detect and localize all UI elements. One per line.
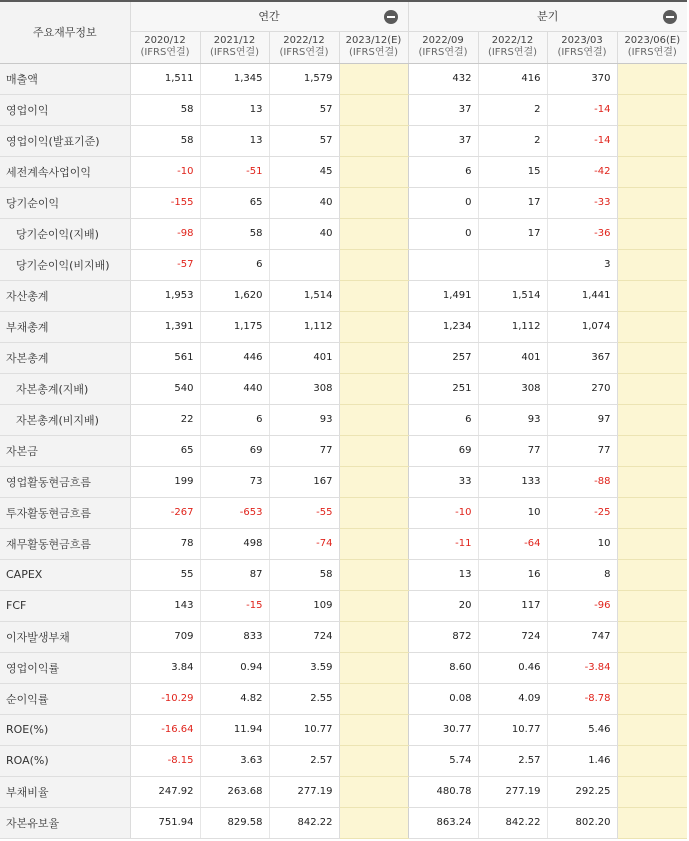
value-cell: 6 [408,404,478,435]
value-cell: 2.57 [269,745,339,776]
value-cell: 1,391 [130,311,200,342]
period-header [408,31,478,63]
value-cell: 40 [269,187,339,218]
value-cell: 65 [200,187,269,218]
value-cell: 10 [547,528,617,559]
value-cell: 30.77 [408,714,478,745]
value-cell: 8 [547,559,617,590]
table-row [0,590,687,621]
period-date: 2023/06(E) [624,35,681,46]
table-row [0,218,687,249]
annual-label: 연간 [258,10,280,24]
value-cell: 69 [408,435,478,466]
value-cell: 1,234 [408,311,478,342]
quarter-group-header [408,1,687,31]
table-row [0,404,687,435]
collapse-annual-icon[interactable] [384,10,398,24]
value-cell: 37 [408,125,478,156]
value-cell: -155 [130,187,200,218]
annual-group-header [130,1,408,31]
estimate-cell [617,435,687,466]
value-cell: 13 [200,94,269,125]
estimate-cell [617,590,687,621]
value-cell: 93 [478,404,547,435]
period-header [200,31,269,63]
value-cell: 292.25 [547,776,617,807]
value-cell: 20 [408,590,478,621]
value-cell: -10.29 [130,683,200,714]
estimate-cell [339,714,408,745]
row-label: 당기순이익(지배) [0,218,130,249]
estimate-cell [339,466,408,497]
value-cell: 446 [200,342,269,373]
estimate-cell [339,63,408,94]
period-date: 2023/12(E) [345,35,402,46]
table-row [0,528,687,559]
period-header [130,31,200,63]
table-row [0,714,687,745]
value-cell: 1.46 [547,745,617,776]
value-cell: 65 [130,435,200,466]
period-basis: (IFRS연결) [348,47,399,58]
value-cell: 73 [200,466,269,497]
period-header [339,31,408,63]
table-row [0,342,687,373]
period-basis: (IFRS연결) [209,47,260,58]
value-cell: 97 [547,404,617,435]
table-row [0,497,687,528]
value-cell: -15 [200,590,269,621]
value-cell: 0.94 [200,652,269,683]
value-cell: 11.94 [200,714,269,745]
value-cell: 1,620 [200,280,269,311]
estimate-cell [617,63,687,94]
row-label: 영업활동현금흐름 [0,466,130,497]
row-label: 자본총계 [0,342,130,373]
table-row [0,280,687,311]
value-cell: 1,953 [130,280,200,311]
value-cell: -14 [547,125,617,156]
estimate-cell [339,125,408,156]
estimate-cell [339,683,408,714]
value-cell: 2 [478,125,547,156]
value-cell: 751.94 [130,807,200,838]
value-cell: -3.84 [547,652,617,683]
table-row [0,652,687,683]
value-cell: 1,345 [200,63,269,94]
estimate-cell [339,745,408,776]
value-cell: 45 [269,156,339,187]
value-cell: 308 [269,373,339,404]
value-cell: 1,511 [130,63,200,94]
row-label: 재무활동현금흐름 [0,528,130,559]
value-cell: 251 [408,373,478,404]
value-cell: 2.57 [478,745,547,776]
value-cell: 10.77 [478,714,547,745]
table-row [0,94,687,125]
value-cell: 13 [408,559,478,590]
value-cell: 0 [408,187,478,218]
value-cell: 498 [200,528,269,559]
value-cell: 401 [269,342,339,373]
value-cell: -267 [130,497,200,528]
value-cell: 2.55 [269,683,339,714]
row-label: 영업이익 [0,94,130,125]
value-cell: 5.74 [408,745,478,776]
estimate-cell [339,342,408,373]
row-label: 영업이익(발표기준) [0,125,130,156]
value-cell: 829.58 [200,807,269,838]
value-cell: -10 [408,497,478,528]
value-cell: 199 [130,466,200,497]
estimate-cell [617,218,687,249]
estimate-cell [339,621,408,652]
period-date: 2022/12 [283,35,325,46]
value-cell: 58 [269,559,339,590]
table-row [0,125,687,156]
estimate-cell [339,652,408,683]
value-cell: 58 [200,218,269,249]
row-label: 매출액 [0,63,130,94]
value-cell: 1,514 [269,280,339,311]
value-cell [269,249,339,280]
period-header [617,31,687,63]
value-cell: -42 [547,156,617,187]
value-cell: 57 [269,94,339,125]
row-label: 이자발생부채 [0,621,130,652]
value-cell: 724 [478,621,547,652]
value-cell: -11 [408,528,478,559]
value-cell: 10 [478,497,547,528]
value-cell: 37 [408,94,478,125]
estimate-cell [339,280,408,311]
value-cell: 0.08 [408,683,478,714]
estimate-cell [617,342,687,373]
row-label: 부채총계 [0,311,130,342]
estimate-cell [617,528,687,559]
table-row [0,63,687,94]
value-cell: 863.24 [408,807,478,838]
value-cell: 277.19 [478,776,547,807]
estimate-cell [617,683,687,714]
value-cell: 1,579 [269,63,339,94]
value-cell: 3.63 [200,745,269,776]
value-cell: 1,491 [408,280,478,311]
value-cell: 833 [200,621,269,652]
value-cell: 747 [547,621,617,652]
estimate-cell [617,404,687,435]
value-cell: 416 [478,63,547,94]
value-cell: 1,112 [478,311,547,342]
estimate-cell [339,528,408,559]
value-cell: 1,441 [547,280,617,311]
value-cell: 247.92 [130,776,200,807]
row-label: 자본총계(지배) [0,373,130,404]
value-cell: 277.19 [269,776,339,807]
table-row [0,156,687,187]
value-cell: 842.22 [478,807,547,838]
value-cell: -653 [200,497,269,528]
estimate-cell [617,652,687,683]
value-cell: 109 [269,590,339,621]
estimate-cell [617,807,687,838]
estimate-cell [339,218,408,249]
value-cell: -8.78 [547,683,617,714]
row-label: FCF [0,590,130,621]
value-cell: 724 [269,621,339,652]
value-cell: 1,514 [478,280,547,311]
estimate-cell [617,776,687,807]
estimate-cell [339,807,408,838]
period-date: 2022/09 [422,35,464,46]
value-cell: -25 [547,497,617,528]
table-row [0,621,687,652]
value-cell: 0.46 [478,652,547,683]
estimate-cell [617,94,687,125]
estimate-cell [617,125,687,156]
estimate-cell [339,249,408,280]
value-cell: 4.09 [478,683,547,714]
value-cell: 77 [547,435,617,466]
estimate-cell [617,497,687,528]
value-cell: 10.77 [269,714,339,745]
estimate-cell [339,497,408,528]
table-row [0,311,687,342]
value-cell: 0 [408,218,478,249]
value-cell: 55 [130,559,200,590]
value-cell: 4.82 [200,683,269,714]
value-cell: -33 [547,187,617,218]
value-cell: 3.84 [130,652,200,683]
table-title: 주요재무정보 [0,1,130,63]
estimate-cell [617,187,687,218]
value-cell: -88 [547,466,617,497]
value-cell: 401 [478,342,547,373]
value-cell: 93 [269,404,339,435]
value-cell: 1,112 [269,311,339,342]
value-cell: 6 [200,249,269,280]
collapse-quarter-icon[interactable] [663,10,677,24]
row-label: CAPEX [0,559,130,590]
value-cell: 2 [478,94,547,125]
estimate-cell [339,435,408,466]
period-date: 2023/03 [561,35,603,46]
value-cell: 5.46 [547,714,617,745]
row-label: 자본총계(비지배) [0,404,130,435]
table-row [0,435,687,466]
value-cell: -36 [547,218,617,249]
row-label: 영업이익률 [0,652,130,683]
row-label: 당기순이익(비지배) [0,249,130,280]
estimate-cell [339,373,408,404]
value-cell: 77 [478,435,547,466]
value-cell: -64 [478,528,547,559]
value-cell: 561 [130,342,200,373]
row-label: 자본유보율 [0,807,130,838]
value-cell: -74 [269,528,339,559]
value-cell: 709 [130,621,200,652]
value-cell: 3.59 [269,652,339,683]
estimate-cell [617,745,687,776]
value-cell: -57 [130,249,200,280]
value-cell: 432 [408,63,478,94]
estimate-cell [617,373,687,404]
value-cell: 33 [408,466,478,497]
value-cell: -14 [547,94,617,125]
value-cell: 87 [200,559,269,590]
period-header [547,31,617,63]
value-cell: 842.22 [269,807,339,838]
table-row [0,373,687,404]
row-label: ROE(%) [0,714,130,745]
value-cell: -16.64 [130,714,200,745]
table-row [0,807,687,838]
period-basis: (IFRS연결) [627,47,677,58]
value-cell: 133 [478,466,547,497]
value-cell: 13 [200,125,269,156]
period-header [269,31,339,63]
estimate-cell [339,590,408,621]
value-cell: 263.68 [200,776,269,807]
estimate-cell [617,249,687,280]
value-cell: 802.20 [547,807,617,838]
value-cell: 308 [478,373,547,404]
value-cell: 440 [200,373,269,404]
period-date: 2022/12 [491,35,534,46]
value-cell: -55 [269,497,339,528]
row-label: 자산총계 [0,280,130,311]
value-cell: 40 [269,218,339,249]
value-cell: 16 [478,559,547,590]
estimate-cell [617,280,687,311]
estimate-cell [617,466,687,497]
period-date: 2020/12 [144,35,186,46]
value-cell: 270 [547,373,617,404]
value-cell: 143 [130,590,200,621]
estimate-cell [339,776,408,807]
value-cell: 78 [130,528,200,559]
value-cell: 167 [269,466,339,497]
row-label: 세전계속사업이익 [0,156,130,187]
estimate-cell [339,187,408,218]
value-cell: 540 [130,373,200,404]
table-row [0,187,687,218]
value-cell: 22 [130,404,200,435]
estimate-cell [339,311,408,342]
value-cell: -10 [130,156,200,187]
period-header [478,31,547,63]
table-row [0,559,687,590]
value-cell [478,249,547,280]
value-cell: 77 [269,435,339,466]
value-cell: 17 [478,187,547,218]
value-cell: 57 [269,125,339,156]
period-date: 2021/12 [213,35,256,46]
value-cell: 69 [200,435,269,466]
value-cell: -96 [547,590,617,621]
value-cell: 370 [547,63,617,94]
period-basis: (IFRS연결) [418,47,468,58]
estimate-cell [617,559,687,590]
table-row [0,745,687,776]
value-cell: 1,074 [547,311,617,342]
value-cell: 367 [547,342,617,373]
estimate-cell [339,404,408,435]
value-cell: 480.78 [408,776,478,807]
row-label: 부채비율 [0,776,130,807]
row-label: 자본금 [0,435,130,466]
value-cell [408,249,478,280]
row-label: 투자활동현금흐름 [0,497,130,528]
estimate-cell [617,621,687,652]
estimate-cell [339,94,408,125]
value-cell: 15 [478,156,547,187]
value-cell: 58 [130,94,200,125]
table-row [0,249,687,280]
estimate-cell [617,311,687,342]
value-cell: 3 [547,249,617,280]
period-basis: (IFRS연결) [140,47,190,58]
period-basis: (IFRS연결) [557,47,607,58]
quarter-label: 분기 [537,10,559,24]
value-cell: -98 [130,218,200,249]
value-cell: 17 [478,218,547,249]
period-basis: (IFRS연결) [487,47,538,58]
row-label: ROA(%) [0,745,130,776]
period-basis: (IFRS연결) [279,47,329,58]
value-cell: 872 [408,621,478,652]
value-cell: -8.15 [130,745,200,776]
table-row [0,776,687,807]
value-cell: 8.60 [408,652,478,683]
value-cell: 6 [200,404,269,435]
value-cell: 117 [478,590,547,621]
estimate-cell [617,714,687,745]
estimate-cell [339,559,408,590]
table-row [0,683,687,714]
row-label: 당기순이익 [0,187,130,218]
estimate-cell [617,156,687,187]
value-cell: -51 [200,156,269,187]
estimate-cell [339,156,408,187]
value-cell: 257 [408,342,478,373]
value-cell: 1,175 [200,311,269,342]
value-cell: 58 [130,125,200,156]
row-label: 순이익률 [0,683,130,714]
table-row [0,466,687,497]
value-cell: 6 [408,156,478,187]
